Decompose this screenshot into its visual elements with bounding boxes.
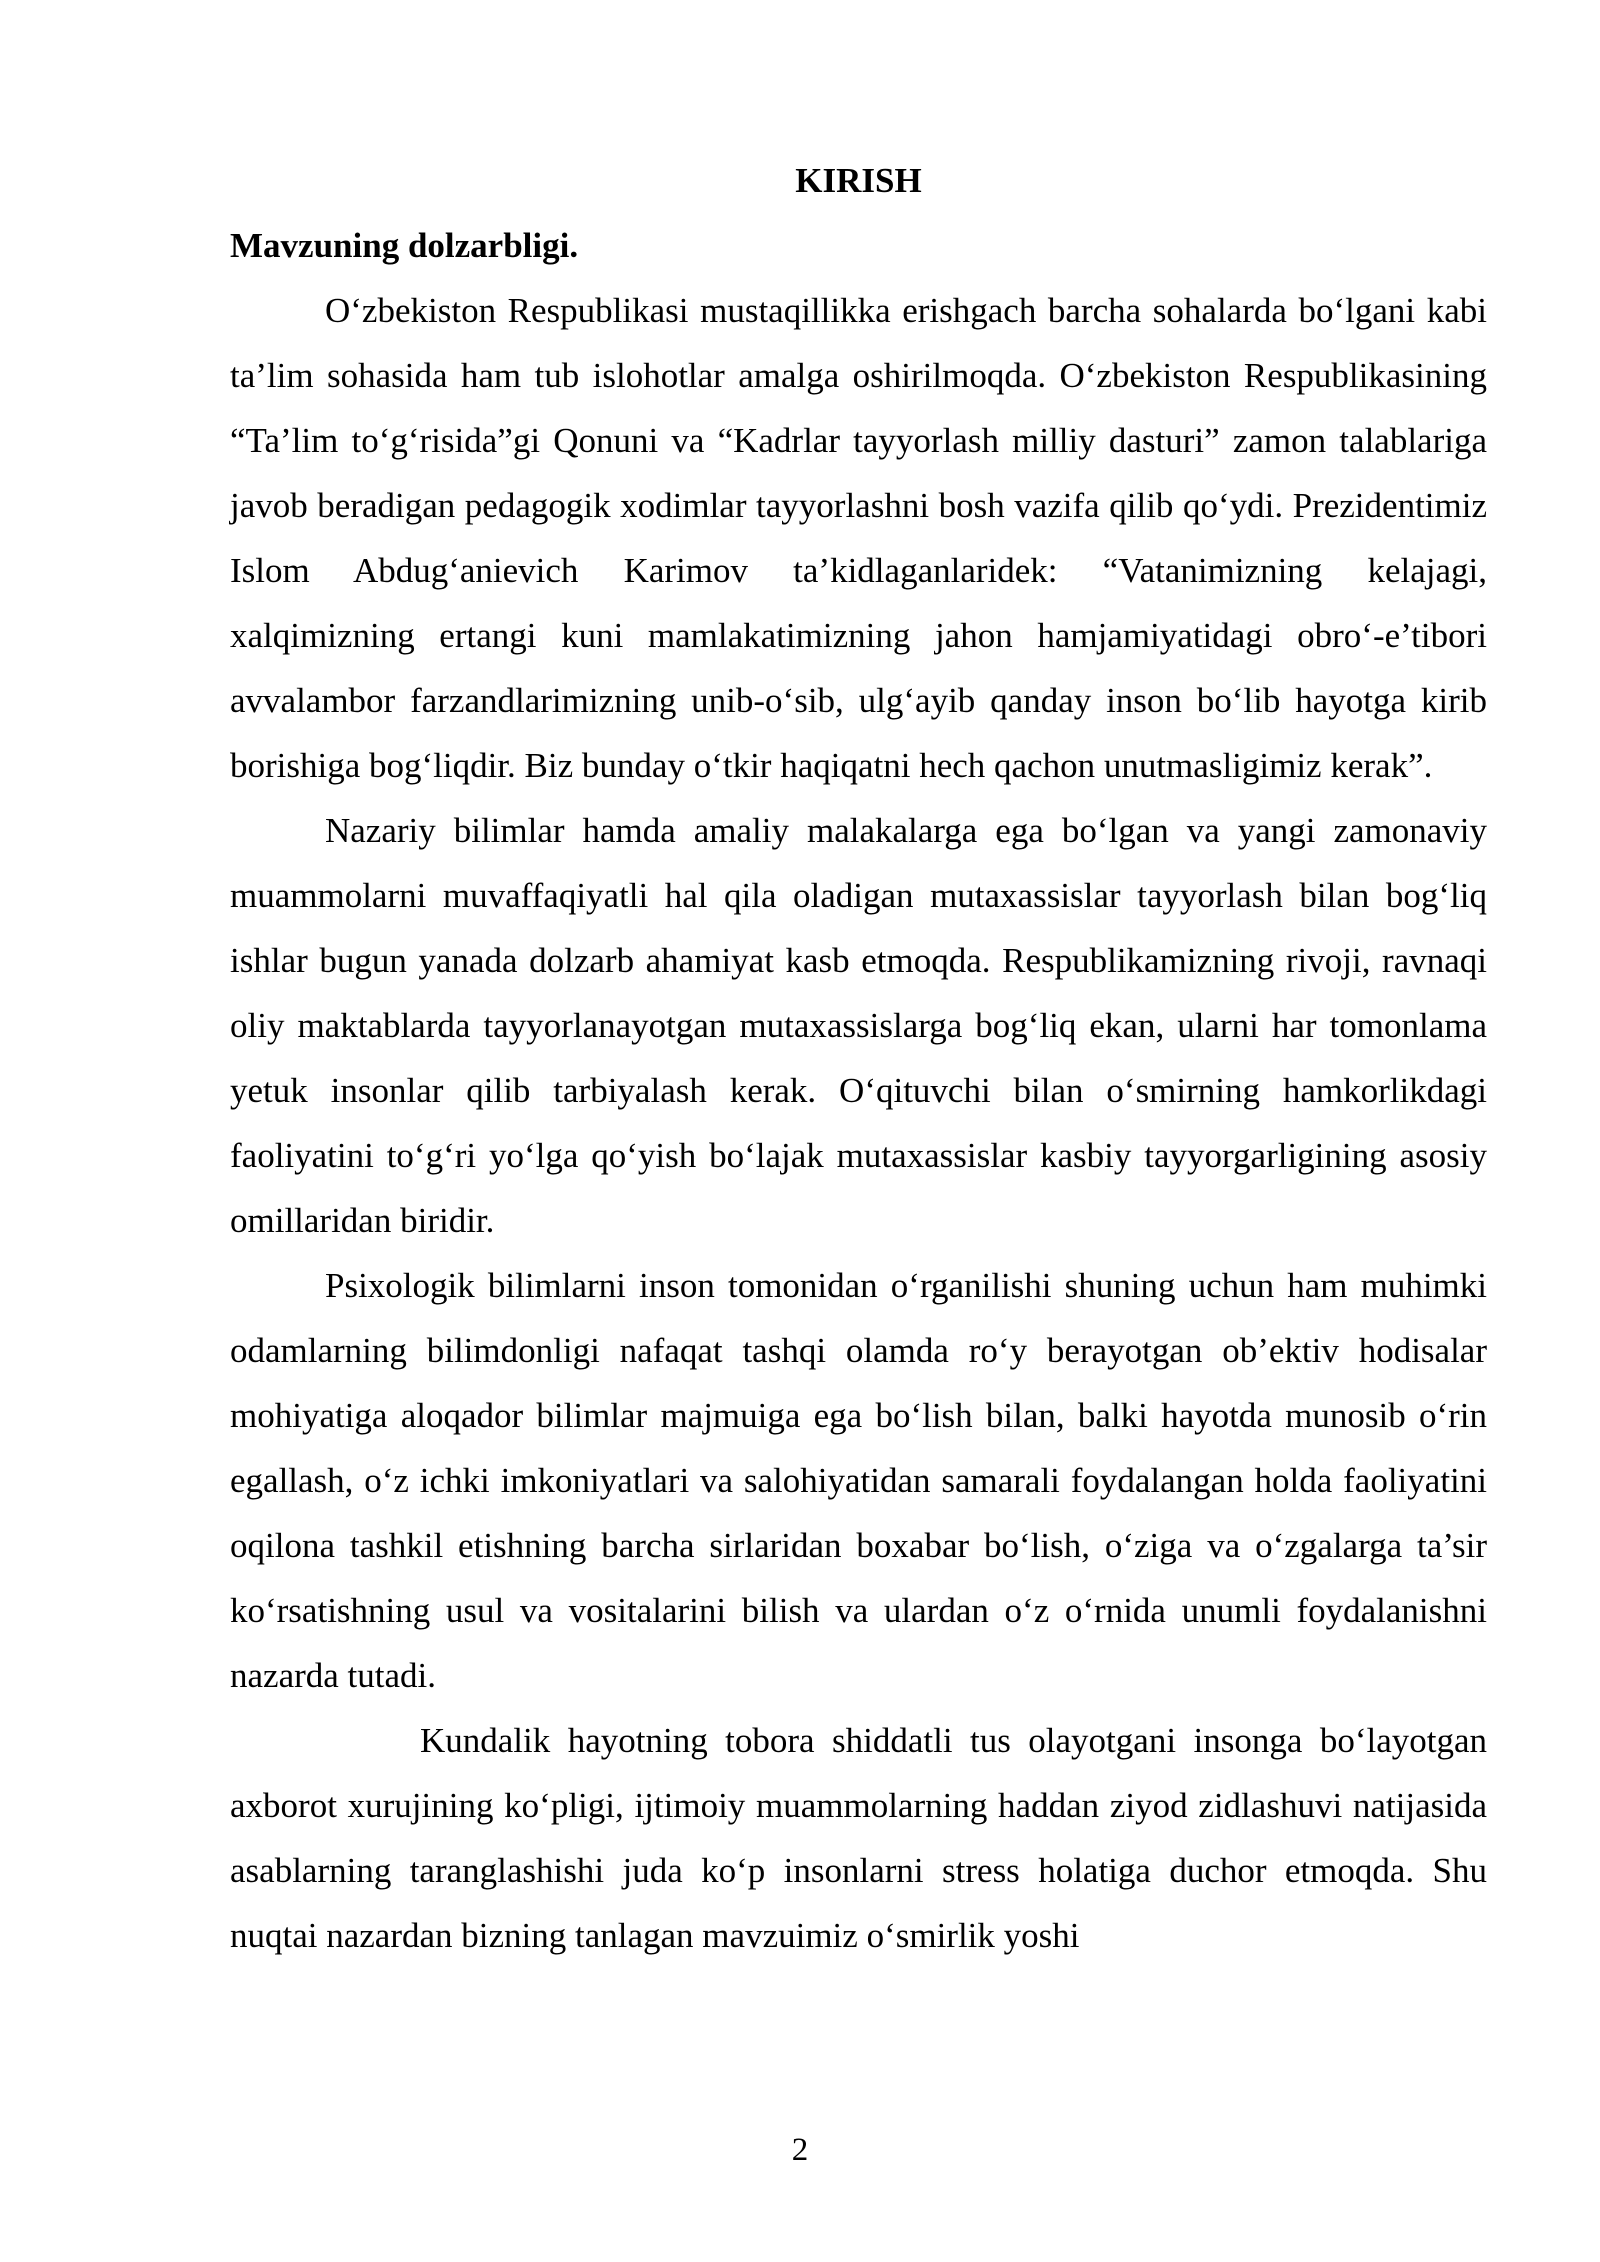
paragraph-1: O‘zbekiston Respublikasi mustaqillikka erishgach barcha sohalarda bo‘lgani kabi ta’lim sohasida ham tub islohotlar amalga oshirilmoqda. O‘zbekiston Respublikasining “Ta’lim to‘g‘risida”gi Qonuni va “Kadrlar tayyorlash milliy dasturi” zamon talablariga javob beradigan pedagogik xodimlar tayyorlashni bosh vazifa qilib qo‘ydi. Prezidentimiz Islom Abdug‘anievich Karimov ta’kidlaganlaridek: “Vatanimizning kelajagi, xalqimizning ertangi kuni mamlakatimizning jahon hamjamiyatidagi obro‘-e’tibori avvalambor farzandlarimizning unib-o‘sib, ulg‘ayib qanday inson bo‘lib hayotga kirib borishiga bog‘liqdir. Biz bunday o‘tkir haqiqatni hech qachon unutmasligimiz kerak”. <box>230 291 1487 785</box>
page-heading: KIRISH <box>795 161 922 200</box>
page-number: 2 <box>791 2132 809 2168</box>
section-subheading: Mavzuning dolzarbligi. <box>230 226 579 265</box>
paragraph-4: Kundalik hayotning tobora shiddatli tus olayotgani insonga bo‘layotgan axborot xurujining ko‘pligi, ijtimoiy muammolarning haddan ziyod zidlashuvi natijasida asablarning taranglashishi juda ko‘p insonlarni stress holatiga duchor etmoqda. Shu nuqtai nazardan bizning tanlagan mavzuimiz o‘smirlik yoshi <box>230 1721 1487 1955</box>
page-content <box>230 148 1487 1968</box>
paragraph-2: Nazariy bilimlar hamda amaliy malakalarga ega bo‘lgan va yangi zamonaviy muammolarni muvaffaqiyatli hal qila oladigan mutaxassislar tayyorlash bilan bog‘liq ishlar bugun yanada dolzarb ahamiyat kasb etmoqda. Respublikamizning rivoji, ravnaqi oliy maktablarda tayyorlanayotgan mutaxassislarga bog‘liq ekan, ularni har tomonlama yetuk insonlar qilib tarbiyalash kerak. O‘qituvchi bilan o‘smirning hamkorlikdagi faoliyatini to‘g‘ri yo‘lga qo‘yish bo‘lajak mutaxassislar kasbiy tayyorgarligining asosiy omillaridan biridir. <box>230 811 1487 1240</box>
paragraph-3: Psixologik bilimlarni inson tomonidan o‘rganilishi shuning uchun ham muhimki odamlarning bilimdonligi nafaqat tashqi olamda ro‘y berayotgan ob’ektiv hodisalar mohiyatiga aloqador bilimlar majmuiga ega bo‘lish bilan, balki hayotda munosib o‘rin egallash, o‘z ichki imkoniyatlari va salohiyatidan samarali foydalangan holda faoliyatini oqilona tashkil etishning barcha sirlaridan boxabar bo‘lish, o‘ziga va o‘zgalarga ta’sir ko‘rsatishning usul va vositalarini bilish va ulardan o‘z o‘rnida unumli foydalanishni nazarda tutadi. <box>230 1266 1487 1695</box>
